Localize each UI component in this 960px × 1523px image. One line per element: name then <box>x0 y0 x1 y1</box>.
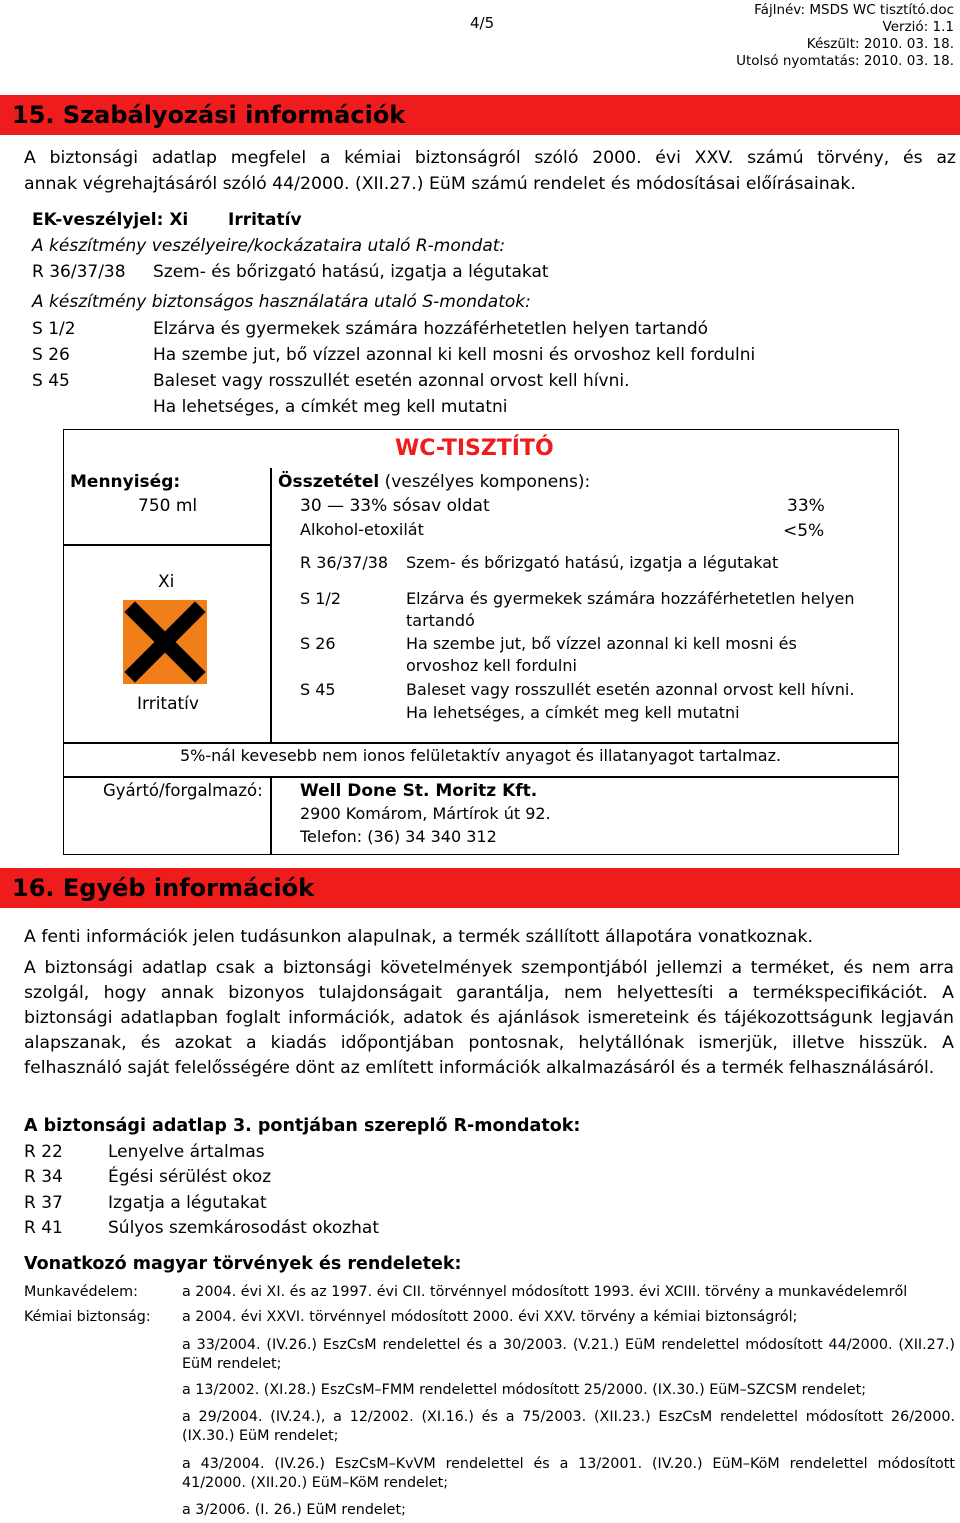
maker-phone: Telefon: (36) 34 340 312 <box>300 827 497 846</box>
composition-heading <box>278 472 590 492</box>
component-value: 33% <box>787 496 825 516</box>
hazard-name: Irritatív <box>137 694 199 714</box>
law-label: Kémiai biztonság: <box>24 1309 151 1325</box>
law-text: a 13/2002. (XI.28.) EszCsM–FMM rendelettel módosított 25/2000. (IX.30.) EüM–SZCSM rendelet; <box>182 1382 867 1398</box>
label-s-code: S 1/2 <box>300 589 341 608</box>
label-s-text: orvoshoz kell fordulni <box>406 656 577 675</box>
label-r-code: R 36/37/38 <box>300 553 389 572</box>
laws-heading: Vonatkozó magyar törvények és rendeletek: <box>24 1254 462 1274</box>
law-label: Munkavédelem: <box>24 1284 138 1300</box>
label-s-text: Ha szembe jut, bő vízzel azonnal ki kell mosni és <box>406 634 797 653</box>
section16-title: 16. Egyéb információk <box>12 874 315 902</box>
quantity-value: 750 ml <box>138 496 198 516</box>
law-text: a 33/2004. (IV.26.) EszCsM rendelettel és a 30/2003. (V.21.) EüM rendelettel módosított 44/2000. (XII.27.) EüM rendelet; <box>182 1337 955 1372</box>
law-text: a 29/2004. (IV.24.), a 12/2002. (XI.16.) és a 75/2003. (XII.23.) EszCsM rendelettel módosított 26/2000. (IX.30.) EüM rendelet; <box>182 1409 955 1444</box>
r-list-code: R 41 <box>24 1218 63 1238</box>
maker-address: 2900 Komárom, Mártírok út 92. <box>300 804 551 823</box>
quantity-label: Mennyiség: <box>70 472 181 492</box>
component-value: <5% <box>783 521 825 541</box>
section16-p2: A biztonsági adatlap csak a biztonsági követelmények szempontjából jellemzi a terméket, és nem arra szolgál, hogy annak bizonyos tulajdonságait garantálja, nem helyettesíti a termékspecifikációt. A biztonsági adatlapban foglalt információk, adatok és ajánlások ismereteink és tájékozottságunk legjaván alapszanak, és azokat a kiadás időpontjában pontosnak, helytállónak ismerjük, illetve hisszük. A felhasználó saját felelősségére dönt az említett információk alkalmazásáról és a termék felhasználásáról. <box>24 958 954 1078</box>
label-divider <box>63 544 271 546</box>
r-list-code: R 22 <box>24 1142 63 1162</box>
label-r-text: Szem- és bőrizgató hatású, izgatja a légutakat <box>406 553 779 572</box>
section15-intro-line2: annak végrehajtásáról szóló 44/2000. (XII.27.) EüM számú rendelet és módosításai előírásainak. <box>24 174 856 194</box>
s-text: Elzárva és gyermekek számára hozzáférhetetlen helyen tartandó <box>153 319 709 339</box>
label-s-code: S 45 <box>300 680 336 699</box>
s-text: Ha szembe jut, bő vízzel azonnal ki kell mosni és orvoshoz kell fordulni <box>153 345 756 365</box>
s-text: Baleset vagy rosszullét esetén azonnal orvost kell hívni. <box>153 371 630 391</box>
section15-bar <box>0 95 960 135</box>
section15-intro-line1: A biztonsági adatlap megfelel a kémiai biztonságról szóló 2000. évi XXV. számú törvény, és az <box>24 148 956 168</box>
law-text: a 2004. évi XXVI. törvénnyel módosított 2000. évi XXV. törvény a kémiai biztonságról; <box>182 1309 798 1325</box>
page-number: 4/5 <box>470 14 495 32</box>
maker-name: Well Done St. Moritz Kft. <box>300 781 538 801</box>
header-version: Verzió: 1.1 <box>882 19 954 35</box>
header-printed: Utolsó nyomtatás: 2010. 03. 18. <box>736 53 954 69</box>
label-divider <box>270 776 272 854</box>
label-divider <box>270 468 272 744</box>
s-code: S 26 <box>32 345 70 365</box>
ek-label: EK-veszélyjel: Xi <box>32 210 189 230</box>
label-s-text: Elzárva és gyermekek számára hozzáférhetetlen helyen <box>406 589 855 608</box>
section15-title: 15. Szabályozási információk <box>12 101 406 129</box>
label-divider <box>63 742 899 744</box>
composition-label: Összetétel <box>278 472 380 492</box>
maker-label: Gyártó/forgalmazó: <box>103 781 263 800</box>
label-s-text: Baleset vagy rosszullét esetén azonnal orvost kell hívni. <box>406 680 855 699</box>
s-heading: A készítmény biztonságos használatára utaló S-mondatok: <box>32 292 531 312</box>
label-divider <box>63 776 899 778</box>
s-code: S 1/2 <box>32 319 76 339</box>
ek-value: Irritatív <box>228 210 302 230</box>
section16-p1: A fenti információk jelen tudásunkon alapulnak, a termék szállított állapotára vonatkoznak. <box>24 927 814 947</box>
r-list-heading: A biztonsági adatlap 3. pontjában szereplő R-mondatok: <box>24 1116 581 1136</box>
header-filename: Fájlnév: MSDS WC tisztító.doc <box>754 2 954 18</box>
law-text: a 2004. évi XI. és az 1997. évi CII. törvénnyel módosított 1993. évi XCIII. törvény a munkavédelemről <box>182 1284 908 1300</box>
law-text: a 3/2006. (I. 26.) EüM rendelet; <box>182 1502 406 1518</box>
r-text: Szem- és bőrizgató hatású, izgatja a légutakat <box>153 262 549 282</box>
label-s-text: Ha lehetséges, a címkét meg kell mutatni <box>406 703 740 722</box>
label-s-text: tartandó <box>406 611 475 630</box>
component-name: Alkohol-etoxilát <box>300 520 424 539</box>
hazard-code: Xi <box>158 572 175 592</box>
law-text: a 43/2004. (IV.26.) EszCsM–KvVM rendelettel és a 13/2001. (IV.20.) EüM–KöM rendelettel módosított 41/2000. (XII.20.) EüM–KöM rendelet; <box>182 1456 955 1491</box>
r-list-text: Izgatja a légutakat <box>108 1193 267 1213</box>
hazard-x-icon <box>123 600 207 684</box>
r-list-text: Égési sérülést okoz <box>108 1167 272 1187</box>
r-heading: A készítmény veszélyeire/kockázataira utaló R-mondat: <box>32 236 506 256</box>
label-s-code: S 26 <box>300 634 336 653</box>
r-list-text: Súlyos szemkárosodást okozhat <box>108 1218 380 1238</box>
composition-sub: (veszélyes komponens): <box>379 472 591 492</box>
r-list-code: R 34 <box>24 1167 63 1187</box>
header-created: Készült: 2010. 03. 18. <box>806 36 954 52</box>
product-name: WC-TISZTÍTÓ <box>395 436 554 461</box>
r-list-code: R 37 <box>24 1193 63 1213</box>
component-name: 30 — 33% sósav oldat <box>300 496 490 516</box>
s-code: S 45 <box>32 371 70 391</box>
section16-bar <box>0 868 960 908</box>
r-code: R 36/37/38 <box>32 262 126 282</box>
label-note: 5%-nál kevesebb nem ionos felületaktív anyagot és illatanyagot tartalmaz. <box>180 746 782 765</box>
r-list-text: Lenyelve ártalmas <box>108 1142 265 1162</box>
s-extra: Ha lehetséges, a címkét meg kell mutatni <box>153 397 508 417</box>
